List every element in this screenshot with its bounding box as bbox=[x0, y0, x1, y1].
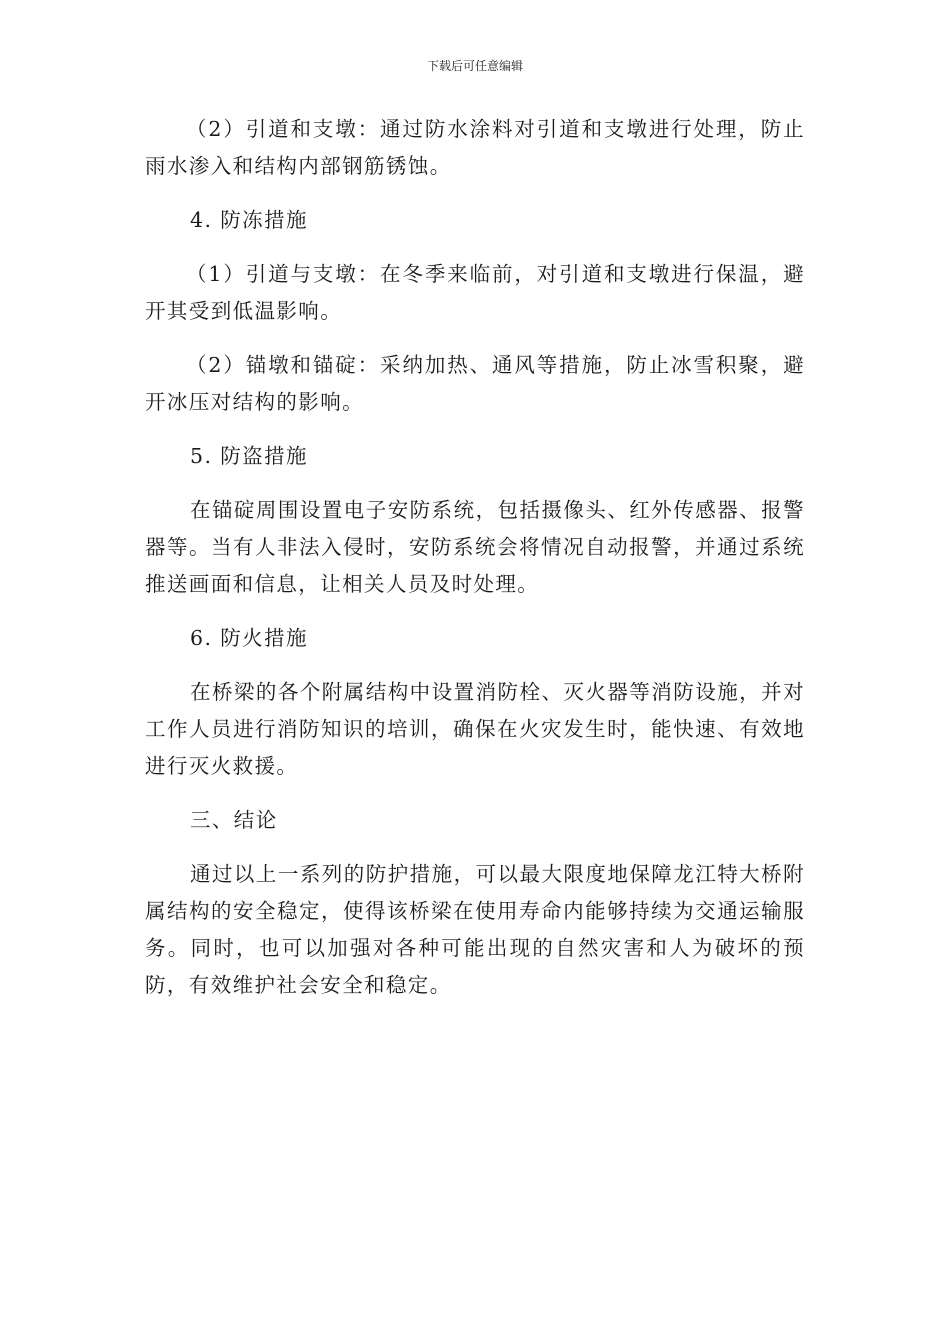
paragraph-antitheft: 在锚碇周围设置电子安防系统，包括摄像头、红外传感器、报警器等。当有人非法入侵时，安防系统会将情况自动报警，并通过系统推送画面和信息，让相关人员及时处理。 bbox=[145, 498, 805, 596]
paragraph-approach-waterproof: （2）引道和支墩：通过防水涂料对引道和支墩进行处理，防止雨水渗入和结构内部钢筋锈蚀。 bbox=[145, 117, 805, 178]
page-header: 下载后可任意编辑 bbox=[426, 59, 523, 73]
section-heading-fire: 6. 防火措施 bbox=[190, 626, 308, 650]
paragraph-fire: 在桥梁的各个附属结构中设置消防栓、灭火器等消防设施，并对工作人员进行消防知识的培训，确保在火灾发生时，能快速、有效地进行灭火救援。 bbox=[145, 680, 805, 778]
section-heading-antifreeze: 4. 防冻措施 bbox=[190, 208, 308, 232]
paragraph-approach-antifreeze: （1）引道与支墩：在冬季来临前，对引道和支墩进行保温，避开其受到低温影响。 bbox=[145, 262, 805, 323]
section-heading-conclusion: 三、结论 bbox=[190, 808, 278, 832]
paragraph-anchor-antifreeze: （2）锚墩和锚碇：采纳加热、通风等措施，防止冰雪积聚，避开冰压对结构的影响。 bbox=[145, 353, 805, 414]
paragraph-conclusion: 通过以上一系列的防护措施，可以最大限度地保障龙江特大桥附属结构的安全稳定，使得该桥梁在使用寿命内能够持续为交通运输服务。同时，也可以加强对各种可能出现的自然灾害和人为破坏的预防，有效维护社会安全和稳定。 bbox=[145, 862, 805, 997]
document-body bbox=[145, 111, 805, 1021]
section-heading-antitheft: 5. 防盗措施 bbox=[190, 444, 308, 468]
